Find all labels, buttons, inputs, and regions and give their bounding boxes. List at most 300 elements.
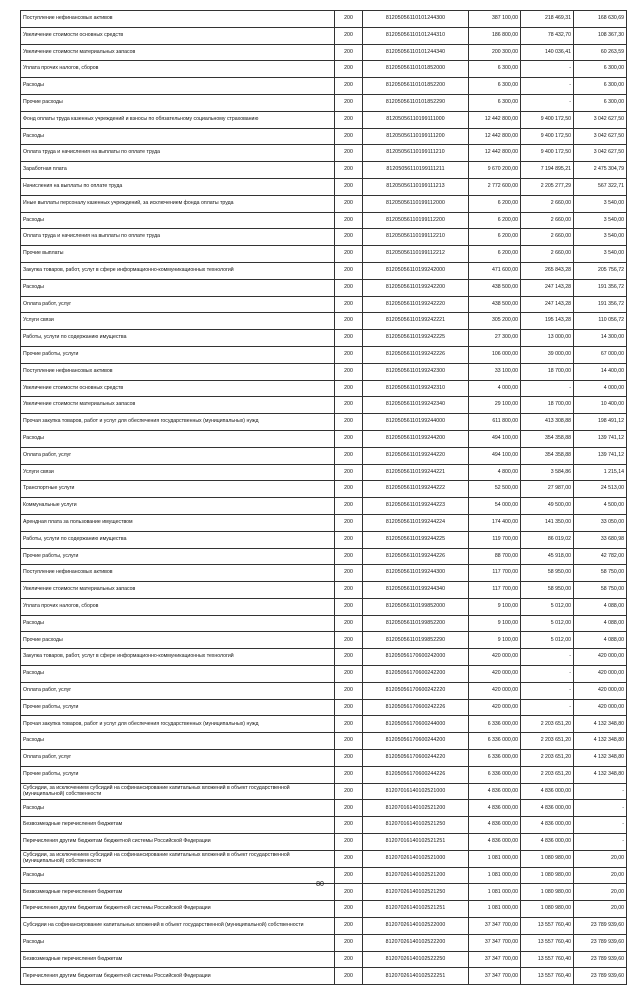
row-budget-code-cell: 81205056110199244200 [363,430,469,447]
row-remaining-cell: 3 042 627,50 [574,145,627,162]
table-row [21,716,627,733]
row-approved-cell: 494 100,00 [469,447,521,464]
table-row [21,178,627,195]
row-executed-cell: 1 080 980,00 [521,867,574,884]
table-row [21,901,627,918]
row-budget-code-cell: 81205056110199244221 [363,464,469,481]
row-approved-cell: 6 336 000,00 [469,716,521,733]
table-row [21,649,627,666]
row-approved-cell: 4 836 000,00 [469,800,521,817]
row-line-code-cell: 200 [335,195,363,212]
row-budget-code-cell: 81205056110199111211 [363,162,469,179]
table-row [21,800,627,817]
row-executed-cell: 5 012,00 [521,615,574,632]
row-remaining-cell: 14 300,00 [574,330,627,347]
row-remaining-cell: 4 132 348,80 [574,750,627,767]
row-approved-cell: 6 200,00 [469,246,521,263]
row-remaining-cell: 14 400,00 [574,363,627,380]
table-row [21,246,627,263]
row-line-code-cell: 200 [335,800,363,817]
table-row [21,44,627,61]
table-row [21,27,627,44]
table-row [21,330,627,347]
row-line-code-cell: 200 [335,178,363,195]
row-budget-code-cell: 81207026140102522250 [363,951,469,968]
row-line-code-cell: 200 [335,783,363,800]
row-line-code-cell: 200 [335,430,363,447]
table-row [21,195,627,212]
table-row [21,447,627,464]
row-name-cell: Прочая закупка товаров, работ и услуг для обеспечения государственных (муниципальных) нужд [21,716,335,733]
row-approved-cell: 37 347 700,00 [469,968,521,985]
table-row [21,313,627,330]
row-remaining-cell: 20,00 [574,884,627,901]
table-row [21,111,627,128]
row-name-cell: Услуги связи [21,313,335,330]
row-line-code-cell: 200 [335,834,363,851]
row-budget-code-cell: 81205056110101852200 [363,78,469,95]
row-name-cell: Прочие работы, услуги [21,699,335,716]
row-approved-cell: 12 442 800,00 [469,111,521,128]
table-row [21,951,627,968]
row-name-cell: Расходы [21,279,335,296]
row-executed-cell: 49 500,00 [521,498,574,515]
row-name-cell: Безвозмездные перечисления бюджетам [21,884,335,901]
row-line-code-cell: 200 [335,901,363,918]
row-executed-cell: 9 400 172,50 [521,128,574,145]
table-row [21,632,627,649]
row-executed-cell: 27 987,00 [521,481,574,498]
row-executed-cell: 9 400 172,50 [521,111,574,128]
row-name-cell: Коммунальные услуги [21,498,335,515]
row-name-cell: Прочие работы, услуги [21,766,335,783]
row-budget-code-cell: 81205056110199111213 [363,178,469,195]
row-name-cell: Работы, услуги по содержанию имущества [21,531,335,548]
row-budget-code-cell: 81205056110199852200 [363,615,469,632]
row-approved-cell: 9 100,00 [469,598,521,615]
row-name-cell: Поступление нефинансовых активов [21,565,335,582]
row-budget-code-cell: 81205056110199244226 [363,548,469,565]
row-executed-cell: 86 019,02 [521,531,574,548]
row-remaining-cell: 4 132 348,80 [574,716,627,733]
row-approved-cell: 117 700,00 [469,565,521,582]
row-executed-cell: 2 660,00 [521,212,574,229]
row-remaining-cell: 4 088,00 [574,598,627,615]
row-budget-code-cell: 81207026140102522251 [363,968,469,985]
row-budget-code-cell: 81205056110199242221 [363,313,469,330]
row-executed-cell: 4 836 000,00 [521,834,574,851]
row-remaining-cell: 23 789 939,60 [574,968,627,985]
row-name-cell: Перечисления другим бюджетам бюджетной системы Российской Федерации [21,901,335,918]
table-row [21,128,627,145]
table-row [21,296,627,313]
row-name-cell: Оплата труда и начисления на выплаты по оплате труда [21,229,335,246]
row-remaining-cell: 191 356,72 [574,296,627,313]
row-name-cell: Расходы [21,733,335,750]
row-executed-cell: 4 836 000,00 [521,783,574,800]
row-name-cell: Оплата работ, услуг [21,750,335,767]
row-line-code-cell: 200 [335,649,363,666]
expenditure-table [20,10,627,985]
row-approved-cell: 12 442 800,00 [469,128,521,145]
row-executed-cell: - [521,666,574,683]
row-budget-code-cell: 81205056110199112000 [363,195,469,212]
row-executed-cell: 1 080 980,00 [521,850,574,867]
table-row [21,11,627,28]
row-approved-cell: 420 000,00 [469,682,521,699]
row-executed-cell: 5 012,00 [521,632,574,649]
row-approved-cell: 4 000,00 [469,380,521,397]
row-remaining-cell: 58 750,00 [574,582,627,599]
row-approved-cell: 2 772 600,00 [469,178,521,195]
table-row [21,481,627,498]
row-executed-cell: 39 000,00 [521,346,574,363]
row-approved-cell: 305 200,00 [469,313,521,330]
row-approved-cell: 387 100,00 [469,11,521,28]
row-approved-cell: 6 336 000,00 [469,766,521,783]
row-executed-cell: 218 469,31 [521,11,574,28]
row-line-code-cell: 200 [335,111,363,128]
row-approved-cell: 52 500,00 [469,481,521,498]
table-row [21,380,627,397]
row-remaining-cell: 20,00 [574,850,627,867]
row-name-cell: Прочая закупка товаров, работ и услуг для обеспечения государственных (муниципальных) нужд [21,414,335,431]
row-remaining-cell: 3 540,00 [574,195,627,212]
row-budget-code-cell: 81205056110101852000 [363,61,469,78]
row-budget-code-cell: 81205056170600244226 [363,766,469,783]
row-budget-code-cell: 81205056110199242000 [363,262,469,279]
row-executed-cell: 141 350,00 [521,514,574,531]
row-remaining-cell: - [574,817,627,834]
row-line-code-cell: 200 [335,968,363,985]
table-row [21,615,627,632]
row-line-code-cell: 200 [335,279,363,296]
table-row [21,666,627,683]
row-remaining-cell: 6 300,00 [574,61,627,78]
row-executed-cell: 5 012,00 [521,598,574,615]
table-row [21,279,627,296]
row-name-cell: Расходы [21,78,335,95]
row-approved-cell: 37 347 700,00 [469,918,521,935]
row-approved-cell: 6 300,00 [469,61,521,78]
row-executed-cell: 2 660,00 [521,246,574,263]
row-remaining-cell: 24 513,00 [574,481,627,498]
row-budget-code-cell: 81205056110199112212 [363,246,469,263]
row-name-cell: Прочие расходы [21,94,335,111]
row-approved-cell: 420 000,00 [469,666,521,683]
table-row [21,817,627,834]
row-name-cell: Прочие работы, услуги [21,548,335,565]
row-approved-cell: 6 200,00 [469,229,521,246]
row-line-code-cell: 200 [335,78,363,95]
row-line-code-cell: 200 [335,598,363,615]
row-budget-code-cell: 81205056170600244000 [363,716,469,733]
row-executed-cell: 354 358,88 [521,447,574,464]
row-approved-cell: 6 336 000,00 [469,733,521,750]
row-name-cell: Безвозмездные перечисления бюджетам [21,817,335,834]
row-name-cell: Работы, услуги по содержанию имущества [21,330,335,347]
row-remaining-cell: 20,00 [574,867,627,884]
row-approved-cell: 174 400,00 [469,514,521,531]
row-line-code-cell: 200 [335,884,363,901]
row-executed-cell: 7 194 895,21 [521,162,574,179]
row-budget-code-cell: 81207026140102521251 [363,901,469,918]
row-approved-cell: 6 200,00 [469,195,521,212]
row-name-cell: Расходы [21,212,335,229]
row-approved-cell: 420 000,00 [469,699,521,716]
table-row [21,212,627,229]
row-approved-cell: 9 670 200,00 [469,162,521,179]
row-remaining-cell: 2 475 304,79 [574,162,627,179]
row-name-cell: Уплата прочих налогов, сборов [21,61,335,78]
row-budget-code-cell: 81205056110199111210 [363,145,469,162]
row-name-cell: Увеличение стоимости материальных запасов [21,44,335,61]
row-remaining-cell: 23 789 939,60 [574,934,627,951]
row-line-code-cell: 200 [335,918,363,935]
row-remaining-cell: 3 540,00 [574,229,627,246]
row-remaining-cell: 33 680,98 [574,531,627,548]
row-executed-cell: 13 557 760,40 [521,968,574,985]
row-remaining-cell: 3 540,00 [574,246,627,263]
row-executed-cell: 2 203 651,20 [521,750,574,767]
row-name-cell: Поступление нефинансовых активов [21,363,335,380]
table-row [21,548,627,565]
row-budget-code-cell: 81207026140102522200 [363,934,469,951]
row-name-cell: Прочие расходы [21,632,335,649]
row-name-cell: Расходы [21,430,335,447]
table-row [21,850,627,867]
table-row [21,582,627,599]
table-row [21,783,627,800]
row-executed-cell: 247 143,28 [521,279,574,296]
row-remaining-cell: 139 741,12 [574,447,627,464]
row-line-code-cell: 200 [335,128,363,145]
row-name-cell: Закупка товаров, работ, услуг в сфере информационно-коммуникационных технологий [21,649,335,666]
row-line-code-cell: 200 [335,44,363,61]
row-name-cell: Услуги связи [21,464,335,481]
row-line-code-cell: 200 [335,850,363,867]
row-name-cell: Расходы [21,128,335,145]
row-remaining-cell: 4 132 348,80 [574,733,627,750]
row-remaining-cell: 110 056,72 [574,313,627,330]
row-remaining-cell: 191 356,72 [574,279,627,296]
row-name-cell: Оплата работ, услуг [21,296,335,313]
row-budget-code-cell: 81205056110199112210 [363,229,469,246]
table-row [21,514,627,531]
row-executed-cell: - [521,699,574,716]
row-approved-cell: 37 347 700,00 [469,951,521,968]
row-line-code-cell: 200 [335,565,363,582]
row-approved-cell: 37 347 700,00 [469,934,521,951]
row-remaining-cell: 1 215,14 [574,464,627,481]
row-approved-cell: 186 800,00 [469,27,521,44]
row-approved-cell: 88 700,00 [469,548,521,565]
table-row [21,531,627,548]
row-budget-code-cell: 81207016140102521000 [363,783,469,800]
row-line-code-cell: 200 [335,615,363,632]
row-remaining-cell: 6 300,00 [574,78,627,95]
row-name-cell: Прочие работы, услуги [21,346,335,363]
table-row [21,934,627,951]
row-approved-cell: 12 442 800,00 [469,145,521,162]
row-line-code-cell: 200 [335,162,363,179]
row-approved-cell: 54 000,00 [469,498,521,515]
row-line-code-cell: 200 [335,666,363,683]
row-name-cell: Закупка товаров, работ, услуг в сфере информационно-коммуникационных технологий [21,262,335,279]
row-executed-cell: 18 700,00 [521,397,574,414]
row-approved-cell: 4 800,00 [469,464,521,481]
row-line-code-cell: 200 [335,632,363,649]
row-name-cell: Иные выплаты персоналу казенных учреждений, за исключением фонда оплаты труда [21,195,335,212]
row-line-code-cell: 200 [335,582,363,599]
row-approved-cell: 9 100,00 [469,632,521,649]
row-budget-code-cell: 81205056110199244225 [363,531,469,548]
row-budget-code-cell: 81205056170600242000 [363,649,469,666]
row-budget-code-cell: 81205056110199244224 [363,514,469,531]
row-budget-code-cell: 81205056110199242220 [363,296,469,313]
row-remaining-cell: 420 000,00 [574,682,627,699]
row-line-code-cell: 200 [335,531,363,548]
row-line-code-cell: 200 [335,548,363,565]
row-approved-cell: 200 300,00 [469,44,521,61]
row-line-code-cell: 200 [335,699,363,716]
row-approved-cell: 1 081 000,00 [469,884,521,901]
row-name-cell: Оплата работ, услуг [21,447,335,464]
row-line-code-cell: 200 [335,733,363,750]
row-approved-cell: 6 336 000,00 [469,750,521,767]
row-budget-code-cell: 81205056110199244000 [363,414,469,431]
row-approved-cell: 494 100,00 [469,430,521,447]
row-approved-cell: 33 100,00 [469,363,521,380]
row-name-cell: Транспортные услуги [21,481,335,498]
row-budget-code-cell: 81205056110199242300 [363,363,469,380]
row-executed-cell: 1 080 980,00 [521,901,574,918]
row-approved-cell: 119 700,00 [469,531,521,548]
row-remaining-cell: 20,00 [574,901,627,918]
row-budget-code-cell: 81205056110199111000 [363,111,469,128]
row-budget-code-cell: 81205056170600244220 [363,750,469,767]
row-approved-cell: 117 700,00 [469,582,521,599]
row-remaining-cell: 168 630,69 [574,11,627,28]
table-row [21,162,627,179]
row-executed-cell: 58 950,00 [521,582,574,599]
table-row [21,397,627,414]
table-row [21,229,627,246]
table-row [21,565,627,582]
row-remaining-cell: 60 263,59 [574,44,627,61]
row-budget-code-cell: 81207026140102521250 [363,884,469,901]
row-budget-code-cell: 81207016140102521200 [363,800,469,817]
table-row [21,733,627,750]
row-remaining-cell: 58 750,00 [574,565,627,582]
row-line-code-cell: 200 [335,229,363,246]
row-budget-code-cell: 81207026140102521000 [363,850,469,867]
table-row [21,464,627,481]
row-approved-cell: 1 081 000,00 [469,901,521,918]
row-name-cell: Увеличение стоимости основных средств [21,27,335,44]
row-name-cell: Увеличение стоимости основных средств [21,380,335,397]
row-name-cell: Расходы [21,666,335,683]
row-budget-code-cell: 81205056110199244223 [363,498,469,515]
row-executed-cell: 13 557 760,40 [521,934,574,951]
row-line-code-cell: 200 [335,481,363,498]
row-budget-code-cell: 81205056110101244340 [363,44,469,61]
row-line-code-cell: 200 [335,330,363,347]
row-executed-cell: 247 143,28 [521,296,574,313]
row-remaining-cell: 567 322,71 [574,178,627,195]
row-budget-code-cell: 81207026140102521200 [363,867,469,884]
row-name-cell: Увеличение стоимости материальных запасов [21,397,335,414]
row-remaining-cell: 205 756,72 [574,262,627,279]
row-budget-code-cell: 81205056110199242225 [363,330,469,347]
table-row [21,363,627,380]
row-remaining-cell: 4 000,00 [574,380,627,397]
row-line-code-cell: 200 [335,867,363,884]
table-row [21,430,627,447]
row-name-cell: Прочие выплаты [21,246,335,263]
row-remaining-cell: 3 042 627,50 [574,128,627,145]
row-approved-cell: 6 300,00 [469,78,521,95]
row-remaining-cell: 4 132 348,80 [574,766,627,783]
row-name-cell: Начисления на выплаты по оплате труда [21,178,335,195]
row-line-code-cell: 200 [335,817,363,834]
row-executed-cell: 2 203 651,20 [521,733,574,750]
table-row [21,918,627,935]
row-name-cell: Субсидии на софинансирование капитальных вложений в объект государственной (муниципальной) собственности [21,918,335,935]
row-executed-cell: 354 358,88 [521,430,574,447]
row-name-cell: Расходы [21,934,335,951]
row-executed-cell: 58 950,00 [521,565,574,582]
row-line-code-cell: 200 [335,61,363,78]
row-budget-code-cell: 81205056110199244300 [363,565,469,582]
row-executed-cell: - [521,649,574,666]
row-remaining-cell: 420 000,00 [574,649,627,666]
table-row [21,598,627,615]
row-approved-cell: 1 081 000,00 [469,850,521,867]
row-line-code-cell: 200 [335,380,363,397]
row-remaining-cell: 139 741,12 [574,430,627,447]
table-row [21,61,627,78]
row-remaining-cell: 23 789 939,60 [574,918,627,935]
budget-report-sheet [20,10,626,985]
row-budget-code-cell: 81205056170600242200 [363,666,469,683]
row-budget-code-cell: 81205056110199242310 [363,380,469,397]
row-line-code-cell: 200 [335,11,363,28]
row-executed-cell: 18 700,00 [521,363,574,380]
table-row [21,346,627,363]
row-budget-code-cell: 81205056170600244200 [363,733,469,750]
table-row [21,682,627,699]
row-remaining-cell: 420 000,00 [574,699,627,716]
row-approved-cell: 6 200,00 [469,212,521,229]
row-line-code-cell: 200 [335,346,363,363]
row-remaining-cell: 42 782,00 [574,548,627,565]
row-line-code-cell: 200 [335,750,363,767]
row-line-code-cell: 200 [335,498,363,515]
row-remaining-cell: 108 367,30 [574,27,627,44]
row-line-code-cell: 200 [335,514,363,531]
row-executed-cell: 3 584,86 [521,464,574,481]
table-row [21,262,627,279]
row-approved-cell: 27 300,00 [469,330,521,347]
row-remaining-cell: 420 000,00 [574,666,627,683]
row-approved-cell: 438 500,00 [469,296,521,313]
row-name-cell: Заработная плата [21,162,335,179]
row-line-code-cell: 200 [335,414,363,431]
table-body [21,11,627,985]
row-budget-code-cell: 81205056110199242340 [363,397,469,414]
row-line-code-cell: 200 [335,313,363,330]
